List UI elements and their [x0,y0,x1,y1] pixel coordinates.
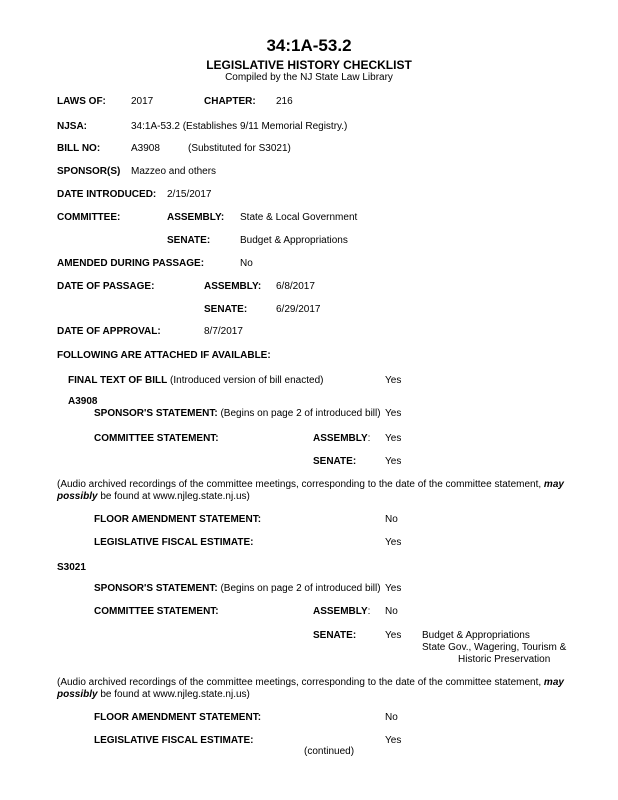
audio-note-a3908 [57,479,602,503]
s3021-sponsor-note: (Begins on page 2 of introduced bill) [220,583,381,594]
a3908-assembly-label: ASSEMBLY [313,433,368,444]
a3908-assembly-colon: : [367,433,371,444]
a3908-floor-value: No [385,514,398,525]
attached-heading: FOLLOWING ARE ATTACHED IF AVAILABLE: [57,350,271,361]
s3021-sponsor-row [94,583,381,595]
a3908-assembly-row [313,433,370,445]
s3021-assembly-label: ASSEMBLY [313,606,368,617]
approval-value: 8/7/2017 [204,326,243,337]
committee-senate-label: SENATE: [167,235,211,246]
audio-note-link-text: be found at www.njleg.state.nj.us) [97,491,250,502]
s3021-fiscal-value: Yes [385,735,402,746]
s3021-senate-committee-2: State Gov., Wagering, Tourism & [422,642,567,653]
a3908-label: A3908 [68,396,98,407]
final-text-note: (Introduced version of bill enacted) [170,375,324,386]
chapter-value: 216 [276,96,293,107]
a3908-fiscal-value: Yes [385,537,402,548]
audio-note-emphasis: may possibly [57,677,564,700]
chapter-label: CHAPTER: [204,96,256,107]
final-text-label: FINAL TEXT OF BILL [68,375,168,386]
s3021-sponsor-label: SPONSOR'S STATEMENT: [94,583,218,594]
s3021-floor-label: FLOOR AMENDMENT STATEMENT: [94,712,262,723]
s3021-senate-committee-1: Budget & Appropriations [422,630,530,641]
s3021-assembly-colon: : [367,606,371,617]
committee-assembly-value: State & Local Government [240,212,358,223]
s3021-assembly-row [313,606,370,618]
amended-value: No [240,258,253,269]
s3021-sponsor-value: Yes [385,583,402,594]
a3908-sponsor-note: (Begins on page 2 of introduced bill) [220,408,381,419]
sponsors-value: Mazzeo and others [131,166,217,177]
a3908-senate-label: SENATE: [313,456,357,467]
passage-senate-label: SENATE: [204,304,248,315]
s3021-senate-label: SENATE: [313,630,357,641]
date-introduced-value: 2/15/2017 [167,189,212,200]
committee-senate-value: Budget & Appropriations [240,235,348,246]
date-introduced-label: DATE INTRODUCED: [57,189,157,200]
a3908-floor-label: FLOOR AMENDMENT STATEMENT: [94,514,262,525]
bill-no-value: A3908 [131,143,160,154]
committee-label: COMMITTEE: [57,212,121,223]
laws-of-value: 2017 [131,96,154,107]
bill-no-substitution: (Substituted for S3021) [188,143,291,154]
final-text-value: Yes [385,375,402,386]
a3908-sponsor-row [94,408,381,420]
audio-note-text: (Audio archived recordings of the committee meetings, corresponding to the date of the committee statement, [57,677,544,688]
a3908-senate-value: Yes [385,456,402,467]
passage-label: DATE OF PASSAGE: [57,281,155,292]
amended-label: AMENDED DURING PASSAGE: [57,258,205,269]
njsa-label: NJSA: [57,121,88,132]
s3021-floor-value: No [385,712,398,723]
s3021-senate-committee-3: Historic Preservation [458,654,551,665]
a3908-committee-label: COMMITTEE STATEMENT: [94,433,219,444]
audio-note-emphasis: may possibly [57,479,564,502]
a3908-assembly-value: Yes [385,433,402,444]
passage-assembly-label: ASSEMBLY: [204,281,262,292]
passage-senate-value: 6/29/2017 [276,304,321,315]
continued-marker: (continued) [304,746,355,757]
passage-assembly-value: 6/8/2017 [276,281,315,292]
audio-note-text: (Audio archived recordings of the committee meetings, corresponding to the date of the committee statement, [57,479,544,490]
laws-of-label: LAWS OF: [57,96,106,107]
a3908-sponsor-value: Yes [385,408,402,419]
njsa-value: 34:1A-53.2 (Establishes 9/11 Memorial Registry.) [131,121,348,132]
a3908-fiscal-label: LEGISLATIVE FISCAL ESTIMATE: [94,537,254,548]
committee-assembly-label: ASSEMBLY: [167,212,225,223]
sponsors-label: SPONSOR(S) [57,166,121,177]
s3021-senate-value: Yes [385,630,402,641]
a3908-sponsor-label: SPONSOR'S STATEMENT: [94,408,218,419]
final-text-row [68,375,323,387]
s3021-label: S3021 [57,562,86,573]
checklist-subtitle: LEGISLATIVE HISTORY CHECKLIST [206,58,412,72]
audio-note-link-text: be found at www.njleg.state.nj.us) [97,689,250,700]
bill-no-label: BILL NO: [57,143,101,154]
s3021-fiscal-label: LEGISLATIVE FISCAL ESTIMATE: [94,735,254,746]
s3021-committee-label: COMMITTEE STATEMENT: [94,606,219,617]
compiled-by: Compiled by the NJ State Law Library [225,72,393,83]
s3021-assembly-value: No [385,606,398,617]
page-title: 34:1A-53.2 [266,36,352,55]
approval-label: DATE OF APPROVAL: [57,326,161,337]
audio-note-s3021 [57,677,602,701]
